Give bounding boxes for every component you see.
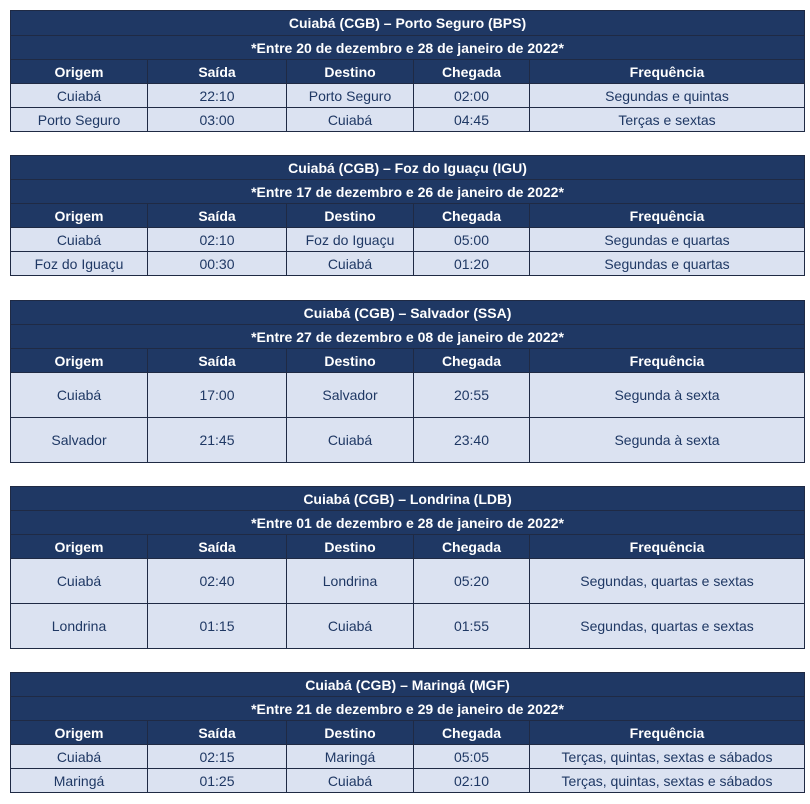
column-header-frequencia: Frequência	[530, 535, 805, 559]
cell-chegada: 01:55	[414, 604, 530, 649]
table-row	[11, 418, 805, 463]
cell-origem: Cuiabá	[11, 228, 148, 252]
cell-origem: Cuiabá	[11, 84, 148, 108]
cell-chegada: 23:40	[414, 418, 530, 463]
column-header-saida: Saída	[148, 60, 287, 84]
column-header-saida: Saída	[148, 204, 287, 228]
cell-frequencia: Segundas e quartas	[530, 228, 805, 252]
cell-chegada: 05:20	[414, 559, 530, 604]
cell-saida: 01:25	[148, 769, 287, 793]
route-title: Cuiabá (CGB) – Porto Seguro (BPS)	[11, 11, 805, 36]
column-header-frequencia: Frequência	[530, 60, 805, 84]
schedule-table	[10, 672, 805, 793]
cell-chegada: 20:55	[414, 373, 530, 418]
cell-origem: Salvador	[11, 418, 148, 463]
cell-chegada: 02:10	[414, 769, 530, 793]
column-header-saida: Saída	[148, 349, 287, 373]
cell-destino: Cuiabá	[287, 604, 414, 649]
cell-origem: Maringá	[11, 769, 148, 793]
cell-origem: Londrina	[11, 604, 148, 649]
cell-frequencia: Segundas, quartas e sextas	[530, 559, 805, 604]
cell-saida: 21:45	[148, 418, 287, 463]
route-title: Cuiabá (CGB) – Foz do Iguaçu (IGU)	[11, 156, 805, 180]
column-header-origem: Origem	[11, 535, 148, 559]
cell-saida: 17:00	[148, 373, 287, 418]
cell-saida: 02:15	[148, 745, 287, 769]
cell-destino: Porto Seguro	[287, 84, 414, 108]
schedule-table	[10, 486, 805, 649]
column-header-frequencia: Frequência	[530, 721, 805, 745]
cell-frequencia: Segunda à sexta	[530, 418, 805, 463]
schedule-table	[10, 10, 805, 132]
cell-destino: Londrina	[287, 559, 414, 604]
route-title: Cuiabá (CGB) – Salvador (SSA)	[11, 301, 805, 325]
table-row	[11, 108, 805, 132]
cell-origem: Cuiabá	[11, 745, 148, 769]
route-period: *Entre 01 de dezembro e 28 de janeiro de 2022*	[11, 511, 805, 535]
column-header-chegada: Chegada	[414, 349, 530, 373]
column-header-saida: Saída	[148, 721, 287, 745]
cell-saida: 22:10	[148, 84, 287, 108]
cell-frequencia: Segundas, quartas e sextas	[530, 604, 805, 649]
column-header-origem: Origem	[11, 204, 148, 228]
table-row	[11, 769, 805, 793]
cell-frequencia: Terças, quintas, sextas e sábados	[530, 769, 805, 793]
route-period: *Entre 17 de dezembro e 26 de janeiro de 2022*	[11, 180, 805, 204]
cell-saida: 00:30	[148, 252, 287, 276]
column-header-destino: Destino	[287, 204, 414, 228]
column-header-chegada: Chegada	[414, 60, 530, 84]
cell-origem: Cuiabá	[11, 559, 148, 604]
table-row	[11, 559, 805, 604]
column-header-destino: Destino	[287, 349, 414, 373]
table-row	[11, 604, 805, 649]
cell-chegada: 05:00	[414, 228, 530, 252]
column-header-frequencia: Frequência	[530, 349, 805, 373]
cell-origem: Porto Seguro	[11, 108, 148, 132]
cell-chegada: 04:45	[414, 108, 530, 132]
route-period: *Entre 21 de dezembro e 29 de janeiro de 2022*	[11, 697, 805, 721]
column-header-origem: Origem	[11, 349, 148, 373]
table-row	[11, 252, 805, 276]
column-header-destino: Destino	[287, 721, 414, 745]
route-title: Cuiabá (CGB) – Londrina (LDB)	[11, 487, 805, 511]
cell-destino: Foz do Iguaçu	[287, 228, 414, 252]
cell-frequencia: Terças, quintas, sextas e sábados	[530, 745, 805, 769]
column-header-chegada: Chegada	[414, 535, 530, 559]
cell-frequencia: Segundas e quintas	[530, 84, 805, 108]
table-row	[11, 228, 805, 252]
cell-chegada: 05:05	[414, 745, 530, 769]
table-row	[11, 373, 805, 418]
column-header-origem: Origem	[11, 60, 148, 84]
cell-origem: Foz do Iguaçu	[11, 252, 148, 276]
table-row	[11, 84, 805, 108]
cell-frequencia: Segundas e quartas	[530, 252, 805, 276]
schedule-table	[10, 300, 805, 463]
route-title: Cuiabá (CGB) – Maringá (MGF)	[11, 673, 805, 697]
cell-destino: Salvador	[287, 373, 414, 418]
column-header-destino: Destino	[287, 535, 414, 559]
cell-frequencia: Segunda à sexta	[530, 373, 805, 418]
cell-origem: Cuiabá	[11, 373, 148, 418]
column-header-destino: Destino	[287, 60, 414, 84]
cell-destino: Cuiabá	[287, 769, 414, 793]
cell-destino: Maringá	[287, 745, 414, 769]
column-header-chegada: Chegada	[414, 721, 530, 745]
route-period: *Entre 20 de dezembro e 28 de janeiro de 2022*	[11, 36, 805, 60]
cell-frequencia: Terças e sextas	[530, 108, 805, 132]
cell-destino: Cuiabá	[287, 418, 414, 463]
cell-chegada: 02:00	[414, 84, 530, 108]
column-header-frequencia: Frequência	[530, 204, 805, 228]
column-header-origem: Origem	[11, 721, 148, 745]
column-header-chegada: Chegada	[414, 204, 530, 228]
cell-saida: 02:40	[148, 559, 287, 604]
cell-saida: 02:10	[148, 228, 287, 252]
cell-destino: Cuiabá	[287, 108, 414, 132]
cell-saida: 01:15	[148, 604, 287, 649]
cell-chegada: 01:20	[414, 252, 530, 276]
table-row	[11, 745, 805, 769]
cell-destino: Cuiabá	[287, 252, 414, 276]
cell-saida: 03:00	[148, 108, 287, 132]
column-header-saida: Saída	[148, 535, 287, 559]
schedule-table	[10, 155, 805, 276]
route-period: *Entre 27 de dezembro e 08 de janeiro de 2022*	[11, 325, 805, 349]
